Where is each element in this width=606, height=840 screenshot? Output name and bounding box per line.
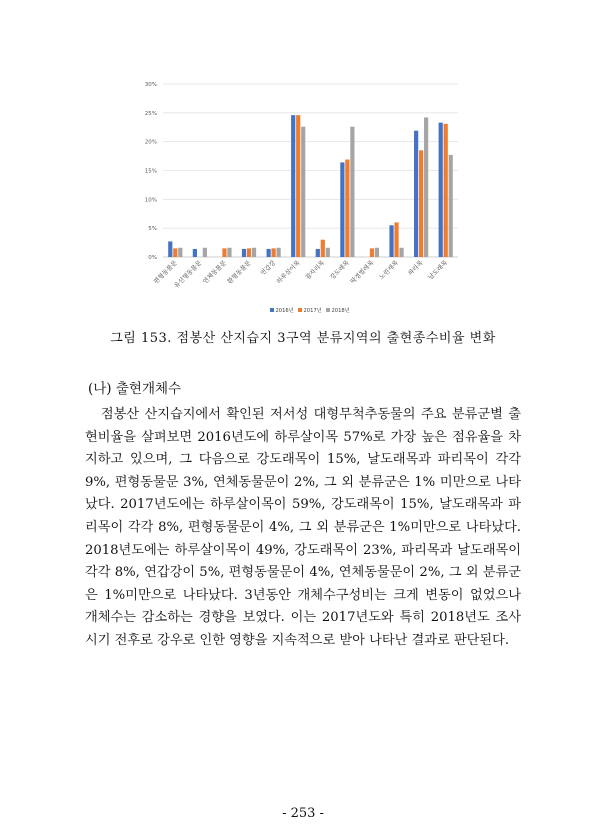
bar [399, 248, 403, 257]
section-title: (나) 출현개체수 [88, 381, 182, 397]
bar [345, 160, 349, 257]
bar [444, 124, 448, 257]
x-tick-label: 딱정벌레목 [349, 259, 376, 286]
bar [370, 248, 374, 257]
x-tick-label: 하루살이목 [275, 259, 302, 286]
y-tick-label: 15% [144, 168, 157, 175]
x-axis-category-labels [152, 259, 449, 290]
bar [301, 127, 305, 257]
chart-legend [270, 306, 350, 314]
bar-chart [0, 0, 606, 330]
x-tick-label: 유선형동물문 [172, 259, 204, 290]
legend-swatch [298, 308, 302, 312]
x-tick-label: 환형동물문 [226, 259, 253, 286]
x-tick-label: 강도래목 [328, 259, 351, 282]
bar [178, 248, 182, 257]
y-tick-label: 20% [144, 139, 157, 146]
legend-label: 2018년 [331, 308, 350, 314]
chart-bars [168, 115, 453, 257]
x-tick-label: 날도래목 [427, 259, 450, 282]
x-tick-label: 연갑강 [259, 259, 278, 278]
bar [316, 249, 320, 257]
legend-label: 2017년 [303, 308, 322, 314]
bar [439, 123, 443, 257]
y-tick-label: 0% [148, 255, 157, 261]
x-tick-label: 노린재목 [378, 259, 400, 282]
bar [375, 248, 379, 257]
bar [449, 155, 453, 257]
x-tick-label: 파리목 [406, 259, 425, 278]
bar [424, 117, 428, 257]
bar [340, 162, 344, 257]
bar [247, 248, 251, 257]
chart-gridlines [163, 84, 458, 257]
bar [419, 150, 423, 257]
page-number: - 253 - [282, 806, 324, 821]
bar [321, 240, 325, 257]
y-axis-tick-labels [145, 82, 157, 261]
bar [272, 248, 276, 257]
bar [389, 225, 393, 257]
bar [414, 131, 418, 257]
bar [227, 248, 231, 257]
bar [350, 127, 354, 257]
bar [296, 115, 300, 257]
legend-label: 2016년 [275, 308, 294, 314]
bar [222, 248, 226, 257]
body-paragraph: 점봉산 산지습지에서 확인된 저서성 대형무척추동물의 주요 분류군별 출현비율을 살펴보면 2016년도에 하루살이목 57%로 가장 높은 점유율을 차지하고 있으며, 그 다음으로 강도래목이 15%, 날도래목과 파리목이 각각 9%, 편형동물문 3%, 연체동물문이 2%, 그 외 분류군은 1% 미만으로 나타났다. 2017년도에는 하루살이목이 59%, 강도래목이 15%, 날도래목과 파리목이 각각 8%, 편형동물문이 4%, 그 외 분류군은 1%미만으로 나타났다. 2018년도에는 하루살이목이 49%, 강도래목이 23%, 파리목과 날도래목이 각각 8%, 연갑강이 5%, 편형동물문이 4%, 연체동물문이 2%, 그 외 분류군은 1%미만으로 나타났다. 3년동안 개체수구성비는 크게 변동이 없었으나 개체수는 감소하는 경향을 보였다. 이는 2017년도와 특히 2018년도 조사시기 전후로 강우로 인한 영향을 지속적으로 받아 나타난 결과로 판단된다. [85, 407, 521, 648]
figure-caption: 그림 153. 점봉산 산지습지 3구역 분류지역의 출현종수비율 변화 [110, 331, 496, 346]
bar [193, 249, 197, 257]
y-tick-label: 25% [144, 110, 157, 117]
bar [252, 248, 256, 257]
bar [394, 222, 398, 257]
bar [291, 115, 295, 257]
y-tick-label: 10% [144, 197, 157, 204]
bar [203, 248, 207, 257]
bar [173, 248, 177, 257]
x-tick-label: 편형동물문 [152, 259, 179, 286]
bar [168, 241, 172, 257]
legend-swatch [270, 308, 274, 312]
x-tick-label: 잠자리목 [304, 259, 327, 282]
bar [267, 249, 271, 257]
legend-swatch [326, 308, 330, 312]
y-tick-label: 30% [144, 82, 157, 88]
bar [277, 248, 281, 257]
bar [242, 249, 246, 257]
bar [326, 248, 330, 257]
y-tick-label: 5% [148, 226, 157, 233]
x-tick-label: 연체동물문 [201, 259, 228, 286]
